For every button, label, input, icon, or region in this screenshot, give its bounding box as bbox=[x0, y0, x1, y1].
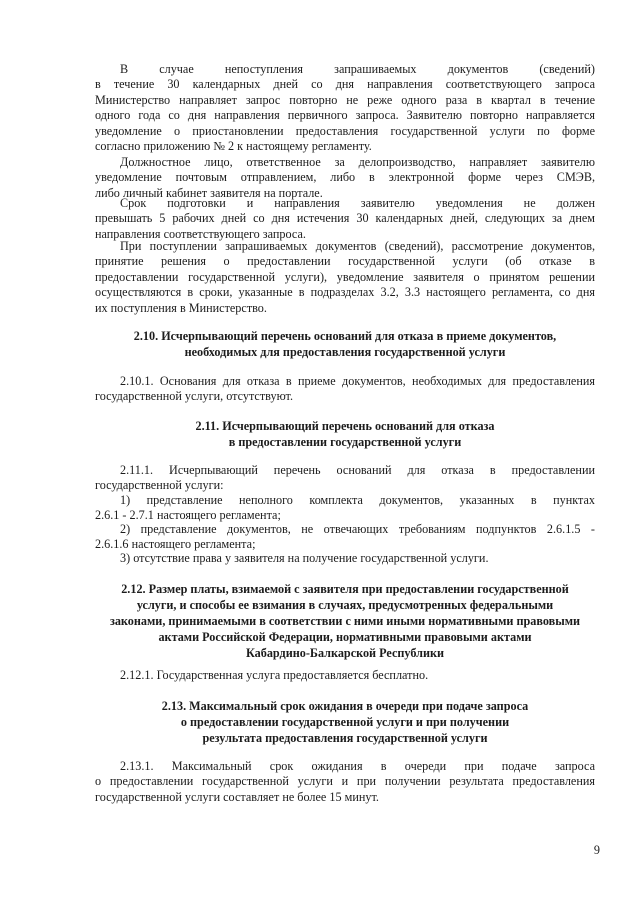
text-line: 2) представление документов, не отвечающих требованиям подпунктов 2.6.1.5 - bbox=[120, 522, 595, 536]
text-line: государственной услуги: bbox=[95, 478, 224, 493]
text-line: направления соответствующего запроса. bbox=[95, 226, 306, 241]
text-line: уведомление почтовым отправлением, либо в электронной форме через СМЭВ, bbox=[95, 170, 595, 185]
text-line: 3) отсутствие права у заявителя на получение государственной услуги. bbox=[120, 551, 489, 565]
paragraph-2-10-1 bbox=[95, 374, 595, 405]
heading-line: в предоставлении государственной услуги bbox=[228, 435, 462, 449]
text-line: осуществляются в сроки, указанные в подразделах 3.2, 3.3 настоящего регламента, со дня bbox=[95, 285, 595, 300]
heading-line: результата предоставления государственной услуги bbox=[202, 731, 488, 745]
text-line: 2.11.1. Исчерпывающий перечень оснований для отказа в предоставлении bbox=[120, 463, 595, 477]
text-line: превышать 5 рабочих дней со дня истечения 30 календарных дней, следующих за днем bbox=[95, 211, 595, 226]
text-line: государственной услуги, отсутствуют. bbox=[95, 389, 293, 404]
text-line: согласно приложению № 2 к настоящему регламенту. bbox=[95, 138, 372, 153]
text-line: Срок подготовки и направления заявителю уведомления не должен bbox=[120, 196, 595, 210]
text-line: уведомление о приостановлении предоставления государственной услуги по форме bbox=[95, 123, 595, 138]
text-line: 1) представление неполного комплекта документов, указанных в пунктах bbox=[120, 493, 595, 507]
paragraph-2-13-1 bbox=[95, 759, 595, 805]
section-heading-2-12 bbox=[95, 581, 595, 661]
heading-line: 2.10. Исчерпывающий перечень оснований для отказа в приеме документов, bbox=[133, 329, 557, 343]
paragraph-2-12-1 bbox=[95, 668, 595, 683]
text-line: 2.10.1. Основания для отказа в приеме документов, необходимых для предоставления bbox=[120, 374, 595, 388]
paragraph-official-notification bbox=[95, 155, 595, 201]
text-line: 2.13.1. Максимальный срок ожидания в очереди при подаче запроса bbox=[120, 759, 595, 773]
text-line: 2.6.1.6 настоящего регламента; bbox=[95, 537, 256, 552]
text-line: государственной услуги составляет не более 15 минут. bbox=[95, 789, 379, 804]
heading-line: услуги, и способы ее взимания в случаях, предусмотренных федеральными bbox=[136, 598, 554, 612]
text-line: принятие решения о предоставлении государственной услуги (об отказе в bbox=[95, 254, 595, 269]
section-heading-2-10 bbox=[95, 328, 595, 360]
heading-line: о предоставлении государственной услуги и при получении bbox=[180, 715, 510, 729]
text-line: В случае непоступления запрашиваемых документов (сведений) bbox=[120, 62, 595, 76]
paragraph-request-nonreceipt bbox=[95, 62, 595, 154]
text-line: 2.12.1. Государственная услуга предоставляется бесплатно. bbox=[120, 668, 429, 682]
text-line: Должностное лицо, ответственное за делопроизводство, направляет заявителю bbox=[120, 155, 595, 169]
paragraph-documents-received bbox=[95, 239, 595, 316]
heading-line: законами, принимаемыми в соответствии с ними иными нормативными правовыми bbox=[109, 614, 581, 628]
text-line: При поступлении запрашиваемых документов (сведений), рассмотрение документов, bbox=[120, 239, 595, 253]
text-line: о предоставлении государственной услуги и при получении результата предоставления bbox=[95, 774, 595, 789]
text-line: одного года со дня направления первичного запроса. Заявителю повторно направляется bbox=[95, 108, 595, 123]
page-number: 9 bbox=[593, 843, 600, 857]
text-line: их поступления в Министерство. bbox=[95, 300, 267, 315]
heading-line: Кабардино-Балкарской Республики bbox=[245, 646, 445, 660]
text-line: предоставлении государственной услуги), уведомление заявителя о принятом решении bbox=[95, 269, 595, 284]
heading-line: необходимых для предоставления государственной услуги bbox=[184, 345, 506, 359]
section-heading-2-11 bbox=[95, 418, 595, 450]
text-line: либо личный кабинет заявителя на портале. bbox=[95, 185, 323, 200]
heading-line: актами Российской Федерации, нормативными правовыми актами bbox=[158, 630, 532, 644]
list-item-3 bbox=[95, 551, 595, 566]
text-line: 2.6.1 - 2.7.1 настоящего регламента; bbox=[95, 508, 281, 523]
section-heading-2-13 bbox=[95, 698, 595, 746]
list-item-2 bbox=[95, 522, 595, 553]
text-line: в течение 30 календарных дней со дня направления соответствующего запроса bbox=[95, 77, 595, 92]
heading-line: 2.12. Размер платы, взимаемой с заявителя при предоставлении государственной bbox=[121, 582, 569, 596]
paragraph-2-11-1 bbox=[95, 463, 595, 494]
heading-line: 2.13. Максимальный срок ожидания в очереди при подаче запроса bbox=[161, 699, 529, 713]
text-line: Министерство направляет запрос повторно не реже одного раза в квартал в течение bbox=[95, 92, 595, 107]
list-item-1 bbox=[95, 493, 595, 524]
heading-line: 2.11. Исчерпывающий перечень оснований для отказа bbox=[195, 419, 495, 433]
paragraph-notification-deadline bbox=[95, 196, 595, 242]
